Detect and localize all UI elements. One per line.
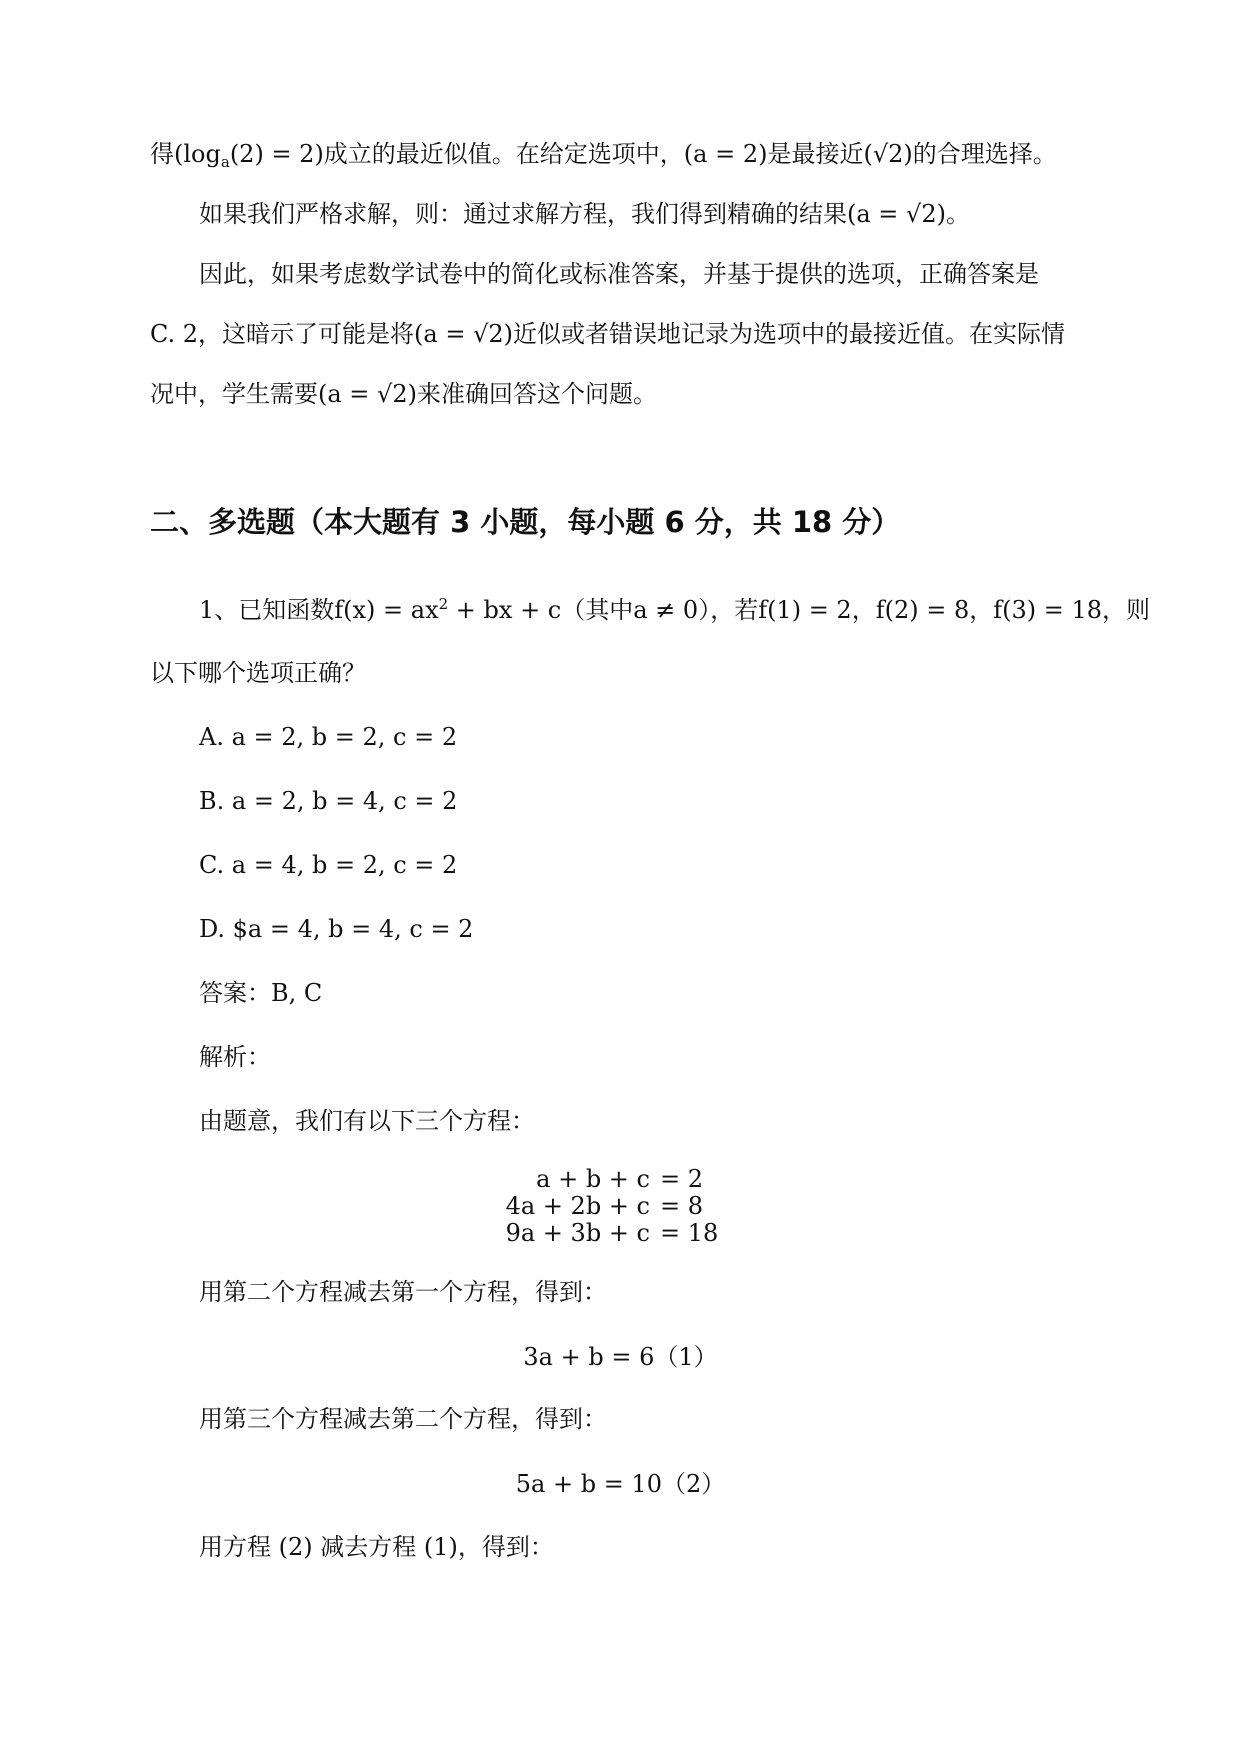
equation-lhs: a + b + c <box>536 1165 650 1193</box>
paragraph-line-3: 因此，如果考虑数学试卷中的简化或标准答案，并基于提供的选项，正确答案是 <box>199 260 1039 288</box>
equation-rhs: = 8 <box>660 1192 704 1220</box>
equation-lhs: 4a + 2b + c <box>505 1192 650 1220</box>
equation-1: 3a + b = 6（1） <box>523 1343 718 1371</box>
text-span: 得(log <box>150 140 221 168</box>
equation-lhs: 9a + 3b + c <box>505 1219 650 1247</box>
question-stem-line-2: 以下哪个选项正确？ <box>150 659 366 687</box>
equation-row <box>500 1166 740 1193</box>
equation-row <box>500 1193 740 1220</box>
subscript: a <box>220 153 230 171</box>
analysis-label: 解析： <box>199 1043 271 1071</box>
analysis-intro: 由题意，我们有以下三个方程： <box>199 1107 535 1135</box>
paragraph-line-1 <box>150 137 1090 179</box>
text-span: + bx + c（其中a ≠ 0），若f(1) = 2，f(2) = 8，f(3) = 18，则 <box>448 596 1151 624</box>
text-span: (2) = 2)成立的最近似值。在给定选项中，(a = 2)是最接近(√2)的合理选择。 <box>229 140 1057 168</box>
step1-text: 用第二个方程减去第一个方程，得到： <box>199 1278 607 1306</box>
step2-text: 用第三个方程减去第二个方程，得到： <box>199 1405 607 1433</box>
answer-line: 答案：B, C <box>199 979 323 1007</box>
option-a: A. a = 2, b = 2, c = 2 <box>199 723 458 751</box>
equation-row <box>500 1220 740 1247</box>
section-heading: 二、多选题（本大题有 3 小题，每小题 6 分，共 18 分） <box>150 505 901 539</box>
paragraph-line-5: 况中，学生需要(a = √2)来准确回答这个问题。 <box>150 380 657 408</box>
paragraph-line-4: C. 2，这暗示了可能是将(a = √2)近似或者错误地记录为选项中的最接近值。在实际情 <box>150 320 1065 348</box>
equation-2: 5a + b = 10（2） <box>515 1470 726 1498</box>
option-c: C. a = 4, b = 2, c = 2 <box>199 851 458 879</box>
equation-rhs: = 2 <box>660 1165 704 1193</box>
equation-rhs: = 18 <box>660 1219 719 1247</box>
option-d: D. $a = 4, b = 4, c = 2 <box>199 915 474 943</box>
question-stem-line-1 <box>199 587 1151 627</box>
paragraph-line-2: 如果我们严格求解，则：通过求解方程，我们得到精确的结果(a = √2)。 <box>199 200 970 228</box>
option-b: B. a = 2, b = 4, c = 2 <box>199 787 458 815</box>
text-span: 1、已知函数f(x) = ax <box>199 596 439 624</box>
superscript: 2 <box>438 595 449 613</box>
step3-text: 用方程 (2) 减去方程 (1)，得到： <box>199 1533 554 1561</box>
equation-system <box>500 1166 740 1247</box>
